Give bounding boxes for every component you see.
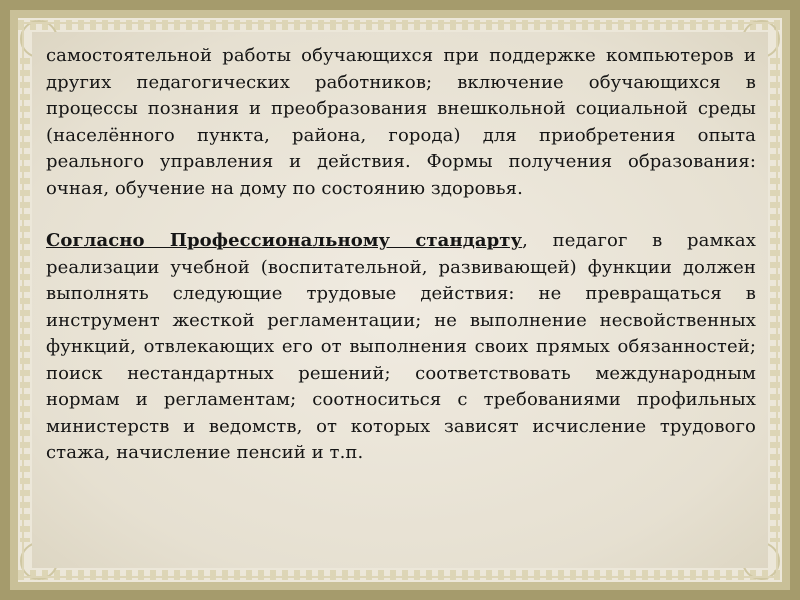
frame-ornament-bottom xyxy=(18,570,782,580)
paragraph-education-forms: самостоятельной работы обучающихся при поддержке компьютеров и других педагогических работников; включение обучающихся в процессы познания и преобразования внешкольной социальной среды (населённого пункта, района, города) для приобретения опыта реального управления и действия. Формы получения образования: очная, обучение на дому по состоянию здоровья. xyxy=(46,45,756,199)
corner-ornament-bottom-left xyxy=(20,542,58,580)
paragraph-professional-standard xyxy=(46,228,756,467)
frame-ornament-left xyxy=(20,58,30,542)
frame-ornament-right xyxy=(770,58,780,542)
professional-standard-link[interactable]: Согласно Профессиональному стандарту xyxy=(46,230,523,251)
slide-text xyxy=(46,43,756,467)
paragraph-professional-standard-text: , педагог в рамках реализации учебной (воспитательной, развивающей) функции должен выполнять следующие трудовые действия: не превращаться в инструмент жесткой регламентации; не выполнение несвойственных функций, отвлекающих его от выполнения своих прямых обязанностей; поиск нестандартных решений; соответствовать международным нормам и регламентам; соотноситься с требованиями профильных министерств и ведомств, от которых зависят исчисление трудового стажа, начисление пенсий и т.п. xyxy=(46,230,756,463)
corner-ornament-bottom-right xyxy=(742,542,780,580)
frame-ornament-top xyxy=(18,20,782,30)
